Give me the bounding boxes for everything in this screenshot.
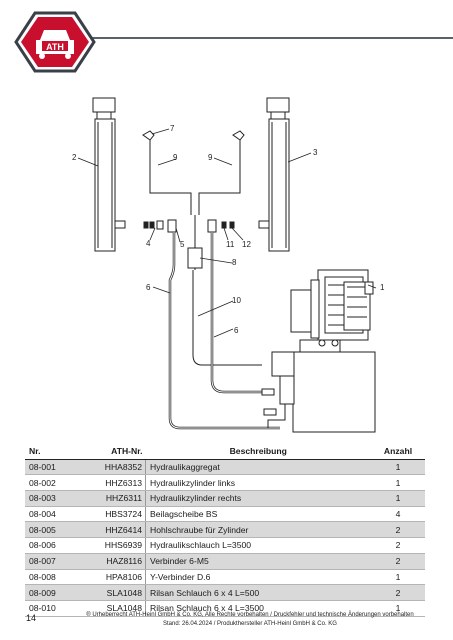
cell-beschreibung: Hydraulikzylinder rechts — [146, 491, 372, 507]
cylinder-right — [259, 98, 289, 251]
cell-anzahl: 2 — [371, 522, 425, 538]
cell-ath-nr: HHA8352 — [73, 459, 146, 475]
footer-status: Stand: 26.04.2024 / Produkthersteller ATH-Heinl GmbH & Co. KG — [163, 620, 337, 627]
cell-anzahl: 2 — [371, 538, 425, 554]
callout-8: 8 — [232, 258, 237, 267]
hydraulic-power-unit — [268, 270, 375, 432]
cell-anzahl: 1 — [371, 569, 425, 585]
elbow-connectors — [143, 131, 244, 165]
cell-nr: 08-009 — [25, 585, 73, 601]
cell-ath-nr: HPA8106 — [73, 569, 146, 585]
header-anzahl: Anzahl — [371, 444, 425, 459]
cell-nr: 08-004 — [25, 506, 73, 522]
ath-logo — [14, 10, 96, 74]
cell-nr: 08-002 — [25, 475, 73, 491]
cell-ath-nr: HHS6939 — [73, 538, 146, 554]
cell-ath-nr: HBS3724 — [73, 506, 146, 522]
cell-ath-nr: HAZ8116 — [73, 553, 146, 569]
callout-7: 7 — [170, 124, 175, 133]
cell-beschreibung: Y-Verbinder D.6 — [146, 569, 372, 585]
callout-10: 10 — [232, 296, 241, 305]
cell-beschreibung: Beilagscheibe BS — [146, 506, 372, 522]
cell-beschreibung: Verbinder 6-M5 — [146, 553, 372, 569]
cell-anzahl: 4 — [371, 506, 425, 522]
cell-nr: 08-005 — [25, 522, 73, 538]
cell-anzahl: 1 — [371, 475, 425, 491]
table-row — [25, 553, 425, 569]
callout-4: 4 — [146, 239, 151, 248]
hydraulic-hoses — [170, 232, 280, 428]
table-row — [25, 506, 425, 522]
table-row — [25, 459, 425, 475]
callout-6b: 6 — [234, 326, 239, 335]
table-row — [25, 475, 425, 491]
cylinder-left — [93, 98, 125, 251]
header-rule — [88, 37, 453, 39]
footer-copyright: ® Urheberrecht ATH-Heinl GmbH & Co. KG, Alle Rechte vorbehalten / Druckfehler und technische Änderungen vorbehalten — [86, 612, 414, 618]
callout-12: 12 — [242, 240, 251, 249]
callout-9a: 9 — [173, 153, 178, 162]
cell-beschreibung: Hohlschraube für Zylinder — [146, 522, 372, 538]
callout-9b: 9 — [208, 153, 213, 162]
cell-nr: 08-001 — [25, 459, 73, 475]
callout-11: 11 — [226, 240, 235, 249]
callout-3: 3 — [313, 148, 318, 157]
header-nr: Nr. — [25, 444, 73, 459]
logo-text: ATH — [46, 42, 64, 52]
header-ath-nr: ATH-Nr. — [73, 444, 146, 459]
cell-nr: 08-006 — [25, 538, 73, 554]
rilsan-hoses — [150, 165, 262, 365]
cell-anzahl: 2 — [371, 585, 425, 601]
cell-beschreibung: Rilsan Schlauch 6 x 4 L=3500 — [146, 600, 372, 616]
cell-beschreibung: Hydraulikschlauch L=3500 — [146, 538, 372, 554]
page-number: 14 — [26, 613, 37, 623]
cell-anzahl: 1 — [371, 459, 425, 475]
parts-table — [25, 444, 425, 617]
cell-nr: 08-003 — [25, 491, 73, 507]
cell-ath-nr: SLA1048 — [73, 585, 146, 601]
cell-beschreibung: Hydraulikzylinder links — [146, 475, 372, 491]
footer-text — [60, 611, 440, 628]
table-row — [25, 569, 425, 585]
table-row — [25, 585, 425, 601]
cell-nr: 08-007 — [25, 553, 73, 569]
cell-ath-nr: HHZ6311 — [73, 491, 146, 507]
cell-anzahl: 1 — [371, 491, 425, 507]
callout-5: 5 — [180, 240, 185, 249]
header-beschreibung: Beschreibung — [146, 444, 372, 459]
table-row — [25, 491, 425, 507]
cell-beschreibung: Rilsan Schlauch 6 x 4 L=500 — [146, 585, 372, 601]
cell-nr: 08-010 — [25, 600, 73, 616]
callout-2: 2 — [72, 153, 77, 162]
cell-nr: 08-008 — [25, 569, 73, 585]
table-row — [25, 538, 425, 554]
table-header-row — [25, 444, 425, 459]
table-row — [25, 522, 425, 538]
cell-ath-nr: HHZ6414 — [73, 522, 146, 538]
cell-anzahl: 1 — [371, 600, 425, 616]
callout-1: 1 — [380, 283, 385, 292]
cell-anzahl: 2 — [371, 553, 425, 569]
cell-ath-nr: SLA1048 — [73, 600, 146, 616]
cell-ath-nr: HHZ6313 — [73, 475, 146, 491]
hydraulic-exploded-drawing — [0, 88, 453, 440]
callout-6a: 6 — [146, 283, 151, 292]
cell-beschreibung: Hydraulikaggregat — [146, 459, 372, 475]
